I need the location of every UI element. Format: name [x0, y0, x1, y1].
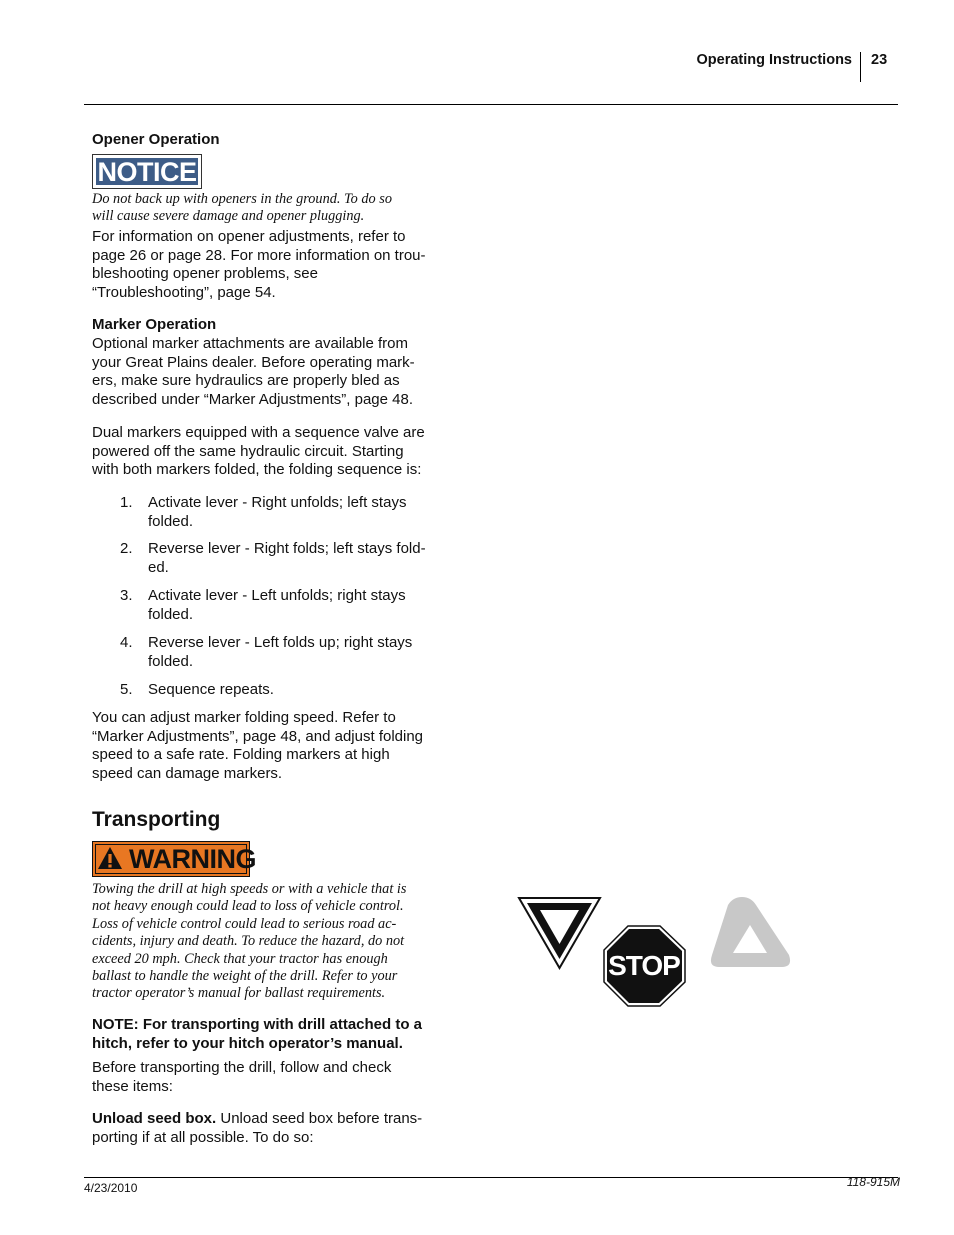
stop-sign-text: STOP	[608, 950, 680, 981]
transport-before-paragraph: Before transporting the drill, follow and check these items:	[92, 1059, 392, 1095]
opener-paragraph: For information on opener adjustments, refer to page 26 or page 28. For more information on trou- bleshooting opener problems, see “Troubleshooting”, page 54.	[92, 228, 426, 302]
road-signs-illustration	[516, 893, 796, 1011]
footer-rule	[84, 1177, 898, 1178]
notice-badge	[92, 154, 202, 189]
header-divider	[860, 52, 861, 82]
transporting-heading: Transporting	[92, 808, 221, 831]
marker-heading: Marker Operation	[92, 316, 217, 333]
stop-sign-icon	[604, 926, 685, 1006]
warning-label: WARNING	[95, 844, 247, 874]
unload-seed-label: Unload seed box.	[92, 1110, 217, 1127]
marker-paragraph-3: You can adjust marker folding speed. Refer to “Marker Adjustments”, page 48, and adjust folding speed to a safe rate. Folding markers at high speed can damage markers.	[92, 709, 424, 783]
slow-moving-vehicle-icon	[711, 897, 790, 967]
warning-text: Towing the drill at high speeds or with a vehicle that is not heavy enough could lead to loss of vehicle control. Loss of vehicle control could lead to serious road ac- cidents, injury and death. To reduce the hazard, do not exceed 20 mph. Check that your tractor has enough ballast to handle the weight of the drill. Refer to your tractor operator’s manual for ballast requirements.	[92, 881, 407, 1002]
alert-triangle-icon	[97, 845, 123, 871]
notice-label: NOTICE	[95, 157, 199, 186]
list-item: 4. Reverse lever - Left folds up; right stays folded.	[120, 634, 413, 670]
list-item: 2. Reverse lever - Right folds; left stays fold- ed.	[120, 540, 426, 576]
notice-text: Do not back up with openers in the ground. To do so will cause severe damage and opener plugging.	[92, 191, 392, 225]
list-item: 1. Activate lever - Right unfolds; left stays folded.	[120, 494, 407, 530]
section-title: Operating Instructions	[696, 52, 852, 68]
header-rule	[84, 104, 898, 105]
marker-paragraph-2: Dual markers equipped with a sequence valve are powered off the same hydraulic circuit. Starting with both markers folded, the folding sequence is:	[92, 424, 425, 479]
unload-seed-paragraph: Unload seed box. Unload seed box before trans- porting if at all possible. To do so:	[92, 1110, 423, 1146]
yield-sign-icon	[519, 898, 600, 968]
footer-date: 4/23/2010	[84, 1181, 138, 1195]
transport-note: NOTE: For transporting with drill attached to a hitch, refer to your hitch operator’s manual.	[92, 1016, 423, 1052]
marker-paragraph-1: Optional marker attachments are available from your Great Plains dealer. Before operating mark- ers, make sure hydraulics are properly bled as described under “Marker Adjustments”, page 48.	[92, 335, 415, 409]
page-number: 23	[871, 52, 888, 68]
footer-document-code: 118-915M	[846, 1175, 900, 1189]
list-item: 5. Sequence repeats.	[120, 681, 274, 698]
opener-heading: Opener Operation	[92, 131, 220, 148]
warning-badge	[92, 841, 256, 877]
list-item: 3. Activate lever - Left unfolds; right stays folded.	[120, 587, 406, 623]
